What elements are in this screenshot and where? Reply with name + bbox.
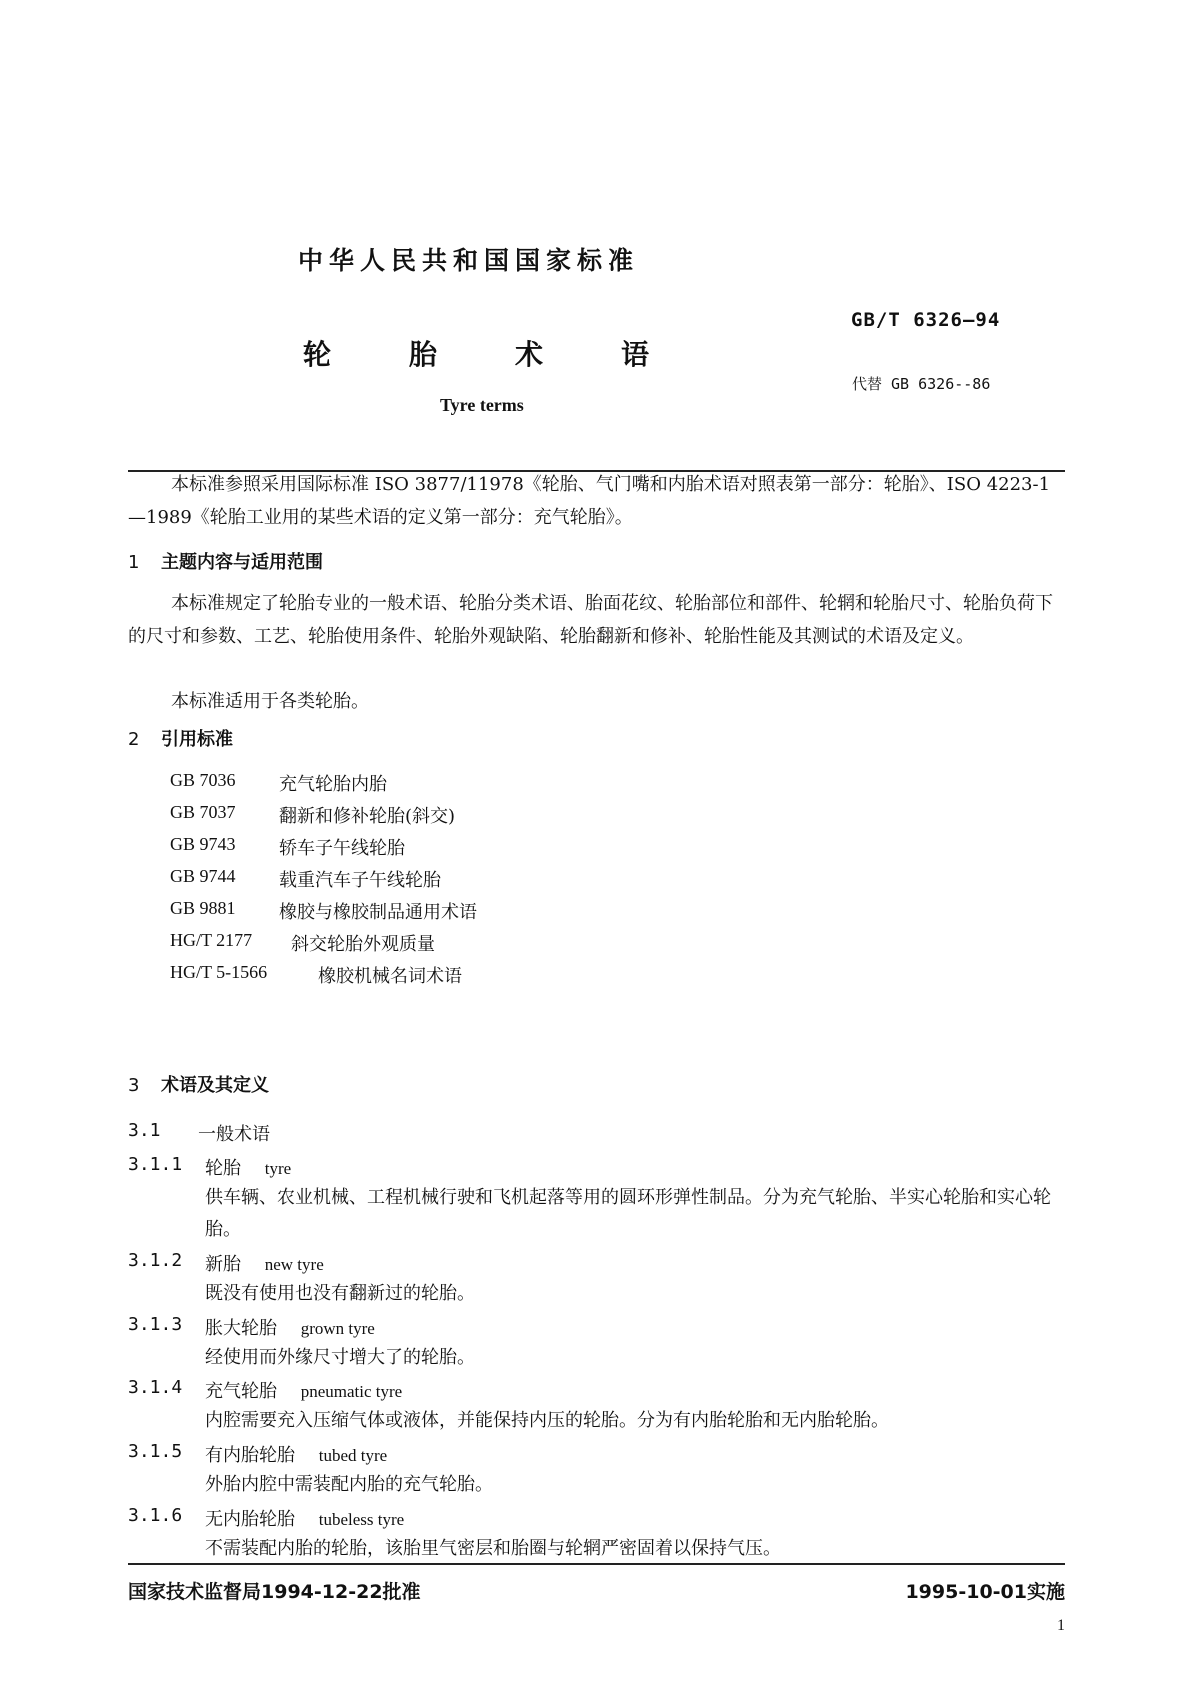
term-number: 3.1.4 [128, 1377, 183, 1398]
term-cn [205, 1314, 375, 1340]
section-title: 术语及其定义 [161, 1075, 269, 1096]
reference-code: GB 9744 [170, 866, 236, 886]
term-definition: 经使用而外缘尺寸增大了的轮胎。 [205, 1347, 475, 1368]
reference-code: GB 7037 [170, 802, 236, 822]
reference-title: 充气轮胎内胎 [279, 774, 387, 795]
term-cn-label: 新胎 [205, 1254, 241, 1275]
reference-code: GB 9743 [170, 834, 236, 854]
approval-date: 国家技术监督局1994-12-22批准 [128, 1581, 421, 1603]
term-number: 3.1.5 [128, 1441, 183, 1462]
document-title-en: Tyre terms [440, 395, 524, 415]
term-en-label: new tyre [264, 1255, 324, 1274]
term-definition: 外胎内腔中需装配内胎的充气轮胎。 [205, 1474, 493, 1495]
term-en-label: pneumatic tyre [300, 1382, 403, 1401]
reference-code: GB 9881 [170, 898, 236, 918]
section-1-paragraph-2: 本标准适用于各类轮胎。 [171, 691, 369, 712]
term-cn [205, 1377, 402, 1403]
effective-date: 1995-10-01实施 [905, 1581, 1065, 1603]
standard-type-heading: 中华人民共和国国家标准 [298, 246, 640, 275]
section-title: 主题内容与适用范围 [161, 552, 323, 573]
term-cn [205, 1250, 324, 1276]
document-title-cn: 轮胎术语 [303, 338, 728, 371]
term-cn [205, 1441, 387, 1467]
reference-code: HG/T 2177 [170, 930, 253, 950]
term-en-label: tubed tyre [318, 1446, 388, 1465]
section-1-paragraph-1: 本标准规定了轮胎专业的一般术语、轮胎分类术语、胎面花纹、轮胎部位和部件、轮辋和轮胎尺寸、轮胎负荷下的尺寸和参数、工艺、轮胎使用条件、轮胎外观缺陷、轮胎翻新和修补、轮胎性能及其测试的术语及定义。 [128, 593, 1053, 647]
reference-title: 翻新和修补轮胎(斜交) [279, 806, 456, 827]
section-number: 2 [128, 729, 140, 750]
term-cn-label: 轮胎 [205, 1158, 241, 1179]
term-number: 3.1.6 [128, 1505, 183, 1526]
section-3-heading [128, 1071, 269, 1097]
section-2-heading [128, 725, 233, 751]
term-number: 3.1.2 [128, 1250, 183, 1271]
reference-title: 橡胶机械名词术语 [318, 966, 462, 987]
term-cn [205, 1505, 404, 1531]
subsection-number: 3.1 [128, 1120, 161, 1141]
section-title: 引用标准 [161, 729, 233, 750]
term-cn-label: 无内胎轮胎 [205, 1509, 295, 1530]
section-number: 3 [128, 1075, 140, 1096]
term-cn-label: 充气轮胎 [205, 1381, 277, 1402]
reference-code: HG/T 5-1566 [170, 962, 268, 982]
term-en-label: tyre [264, 1159, 292, 1178]
term-en-label: tubeless tyre [318, 1510, 405, 1529]
term-number: 3.1.3 [128, 1314, 183, 1335]
term-cn-label: 有内胎轮胎 [205, 1445, 295, 1466]
term-cn [205, 1154, 291, 1180]
term-number: 3.1.1 [128, 1154, 183, 1175]
replaces-standard: 代替 GB 6326--86 [852, 375, 991, 393]
page-number: 1 [1057, 1617, 1065, 1634]
term-definition: 内腔需要充入压缩气体或液体，并能保持内压的轮胎。分为有内胎轮胎和无内胎轮胎。 [205, 1410, 889, 1431]
term-definition: 不需装配内胎的轮胎，该胎里气密层和胎圈与轮辋严密固着以保持气压。 [205, 1538, 781, 1559]
reference-title: 载重汽车子午线轮胎 [279, 870, 441, 891]
standard-code: GB/T 6326—94 [851, 309, 1001, 331]
reference-title: 斜交轮胎外观质量 [291, 934, 435, 955]
section-1-heading [128, 548, 323, 574]
reference-title: 轿车子午线轮胎 [279, 838, 405, 859]
reference-title: 橡胶与橡胶制品通用术语 [279, 902, 477, 923]
footer-divider [128, 1563, 1065, 1565]
term-definition: 供车辆、农业机械、工程机械行驶和飞机起落等用的圆环形弹性制品。分为充气轮胎、半实心轮胎和实心轮胎。 [205, 1187, 1051, 1240]
intro-paragraph: 本标准参照采用国际标准 ISO 3877/11978《轮胎、气门嘴和内胎术语对照表第一部分：轮胎》、ISO 4223-1—1989《轮胎工业用的某些术语的定义第一部分：充气轮胎》。 [128, 474, 1051, 528]
section-number: 1 [128, 552, 140, 573]
reference-code: GB 7036 [170, 770, 236, 790]
subsection-title: 一般术语 [198, 1124, 270, 1145]
term-en-label: grown tyre [300, 1319, 375, 1338]
term-definition: 既没有使用也没有翻新过的轮胎。 [205, 1283, 475, 1304]
term-cn-label: 胀大轮胎 [205, 1318, 277, 1339]
